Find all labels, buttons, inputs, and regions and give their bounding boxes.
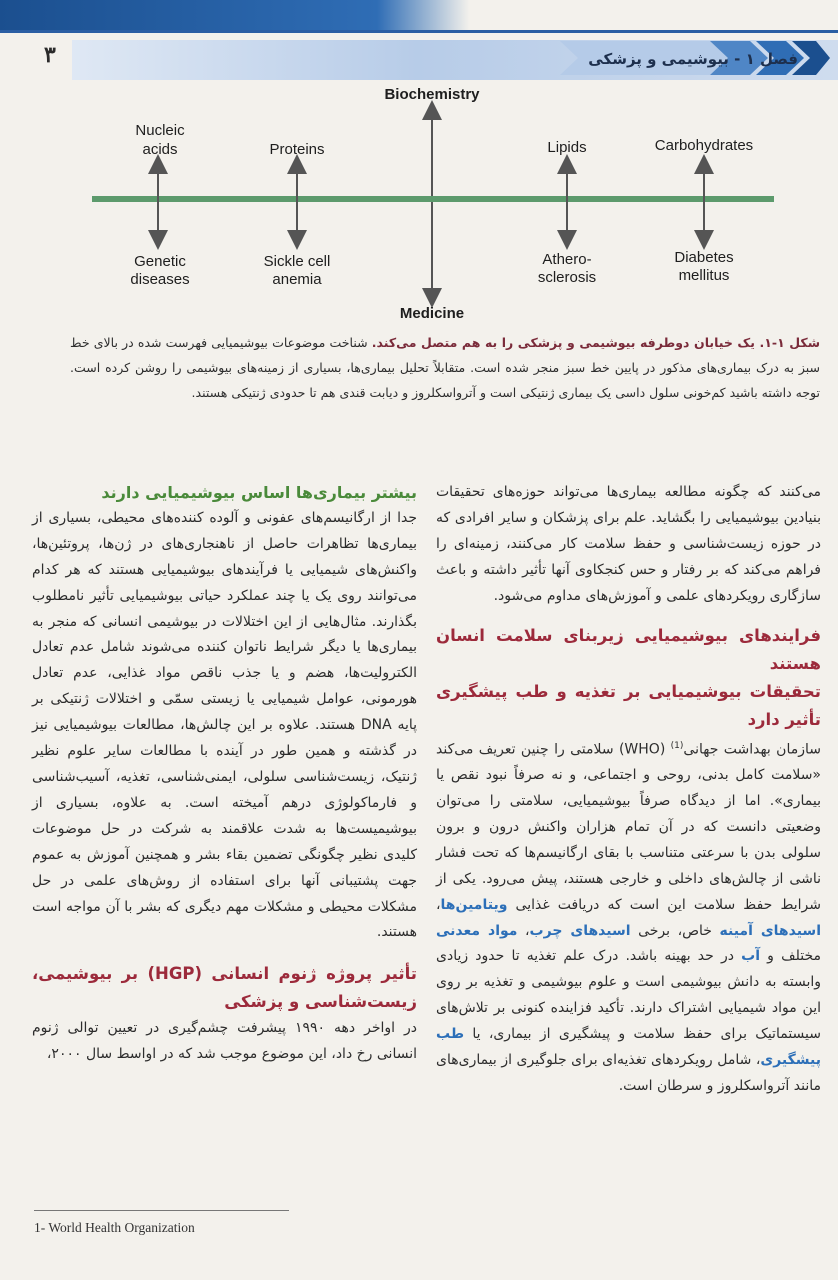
label-athero-2: sclerosis <box>537 269 597 286</box>
text-fragment: خاص، برخی <box>630 922 720 939</box>
label-athero-1: Athero- <box>542 251 592 268</box>
label-sickle-2: anemia <box>272 271 322 288</box>
keyword-water: آب <box>741 948 761 965</box>
caption-text: شناخت موضوعات بیوشیمیایی فهرست شده در بالای خط سبز به درک بیماری‌های مذکور در پایین خط سبز منجر شده است. متقابلاً تحلیل بیماری‌ها، بسیاری از زمینه‌های بیوشیمی را روشن کرده است. توجه داشته باشید کم‌خونی سلول داسی یک بیماری ژنتیکی است و آترواسکلروز و دیابت قندی هم تا حدودی ژنتیکی هستند. <box>70 335 820 400</box>
footnote: 1- World Health Organization <box>34 1220 195 1235</box>
label-genetic-1: Genetic <box>134 253 186 270</box>
label-diabetes-2: mellitus <box>678 267 730 284</box>
label-carbohydrates: Carbohydrates <box>654 137 754 154</box>
section-heading-diseases: بیشتر بیماری‌ها اساس بیوشیمیایی دارند <box>101 483 417 502</box>
section-heading-health: فرایندهای بیوشیمیایی زیربنای سلامت انسان هستند <box>436 625 821 673</box>
label-biochemistry: Biochemistry <box>384 86 480 103</box>
section-heading-hgp: تأثیر پروژه ژنوم انسانی (HGP) بر بیوشیمی، زیست‌شناسی و پزشکی <box>32 964 418 1012</box>
chapter-title: فصل ۱ - بیوشیمی و پزشکی <box>588 50 798 68</box>
sep: ، <box>517 922 530 939</box>
keyword-minerals: مواد معدنی <box>436 922 518 939</box>
label-nucleic-2: acids <box>142 141 178 158</box>
label-genetic-2: diseases <box>130 271 190 288</box>
top-color-bar <box>0 0 838 30</box>
label-nucleic-1: Nucleic <box>135 122 185 139</box>
keyword-fatty-acids: اسیدهای چرب <box>529 922 631 939</box>
sep: ، <box>436 896 441 913</box>
section-heading-nutrition: تحقیقات بیوشیمیایی بر تغذیه و طب پیشگیری تأثیر دارد <box>436 681 821 729</box>
text-fragment: در حد بهینه باشد. درک علم تغذیه تا حدود زیادی وابسته به دانش بیوشیمی است و علوم بیوشیمی و تغذیه بر روی این مواد شیمیایی اشتراک دارند. تأکید فزاینده کنونی بر تلاش‌های سیستماتیک برای حفظ سلامت و پیشگیری از بیماری، یا <box>436 948 821 1043</box>
health-definition-text: (WHO) سلامتی را چنین تعریف می‌کند «سلامت کامل بدنی، روحی و اجتماعی، و نه صرفاً نبود نقص یا بیماری». اما از دیدگاه صرفاً بیوشیمیایی، سلامتی را می‌توان وضعیتی دانست که در آن تمام هزاران واکنش درون و برون سلولی بدن با سرعتی متناسب با بقای ارگانیسم‌ها که تحت فشار ناشی از چالش‌های داخلی و خارجی هستند، پیش می‌رود. یکی از شرایط حفظ سلامت این است که دریافت غذایی <box>436 741 821 913</box>
left-paragraph-2: در اواخر دهه ۱۹۹۰ پیشرفت چشم‌گیری در تعیین توالی ژنوم انسانی رخ داد، این موضوع موجب شد که در اواسط سال ۲۰۰۰، <box>32 1020 418 1063</box>
right-column <box>436 480 821 1100</box>
footnote-divider <box>34 1210 289 1211</box>
label-proteins: Proteins <box>269 141 325 158</box>
who-text: سازمان بهداشت جهانی <box>683 741 821 758</box>
caption-title: شکل ۱-۱. یک خیابان دوطرفه بیوشیمی و پزشکی را به هم متصل می‌کند. <box>371 335 820 350</box>
right-paragraph-1: می‌کنند که چگونه مطالعه بیماری‌ها می‌تواند حوزه‌های تحقیقات بنیادین بیوشیمیایی را بگشاید. علم برای پزشکان و سایر افرادی که در حوزه زیست‌شناسی و حفظ سلامت کار می‌کنند، زمینه‌ای را فراهم می‌کند که بر رفتار و حس کنجکاوی آنها تأثیر داشته و باعث سازگاری رویکردهای علمی و آموزش‌های مداوم می‌شود. <box>436 484 821 604</box>
keyword-amino-acids: اسیدهای آمینه <box>719 922 821 939</box>
left-paragraph-1: جدا از ارگانیسم‌های عفونی و آلوده کننده‌های محیطی، بسیاری از بیماری‌ها تظاهرات حاصل از ناهنجاری‌های در ژن‌ها، پروتئین‌ها، واکنش‌های شیمیایی یا فرآیندهای بیوشیمیایی هستند که هر کدام می‌توانند روی یک یا چند عملکرد حیاتی بیوشیمیایی تأثیر نامطلوب بگذارند. مثال‌هایی از این اختلالات در بیوشیمی انسانی که منجر به بیماری‌ها یا دیگر شرایط ناتوان کننده می‌شوند شامل عدم تعادل الکترولیت‌ها، هضم و یا جذب ناقص مواد غذایی، عدم تعادل هورمونی، عوامل شیمیایی یا زیستی سمّی و اختلالات ژنتیکی بر پایه DNA هستند. علاوه بر این چالش‌ها، مطالعات بیوشیمیایی نیز در گذشته و همین طور در آینده با مطالعات سایر علوم نظیر ژنتیک، زیست‌شناسی سلولی، ایمنی‌شناسی، تغذیه، آسیب‌شناسی و فارماکولوژی درهم آمیخته است. به علاوه، بسیاری از بیوشیمیست‌ها به شدت علاقمند به شرکت در حل موضوعات کلیدی نظیر چگونگی تضمین بقاء بشر و همچنین آموزش به عموم جهت پشتیبانی آنها برای استفاده از روش‌های علمی در حل مشکلات محیطی و مشکلات مهم دیگری که بشر با آن مواجه است هستند. <box>32 509 418 941</box>
label-lipids: Lipids <box>547 139 587 156</box>
biochemistry-medicine-diagram <box>70 80 800 325</box>
label-sickle-1: Sickle cell <box>263 253 331 270</box>
keyword-preventive-medicine: طب پیشگیری <box>436 1026 821 1069</box>
page-number: ۳ <box>44 42 56 68</box>
text-fragment: ، شامل رویکردهای تغذیه‌ای برای جلوگیری از بیماری‌های مانند آترواسکلروز و سرطان است. <box>436 1052 821 1094</box>
label-medicine: Medicine <box>399 305 465 322</box>
footnote-ref: (1) <box>670 740 684 751</box>
text-fragment: مختلف و <box>760 948 821 965</box>
top-rule <box>0 30 838 33</box>
right-paragraph-2 <box>436 734 821 1100</box>
left-column <box>32 480 417 1068</box>
green-connector-line <box>92 196 774 202</box>
keyword-vitamins: ویتامین‌ها <box>440 896 508 913</box>
figure-caption <box>70 330 820 405</box>
label-diabetes-1: Diabetes <box>674 249 734 266</box>
